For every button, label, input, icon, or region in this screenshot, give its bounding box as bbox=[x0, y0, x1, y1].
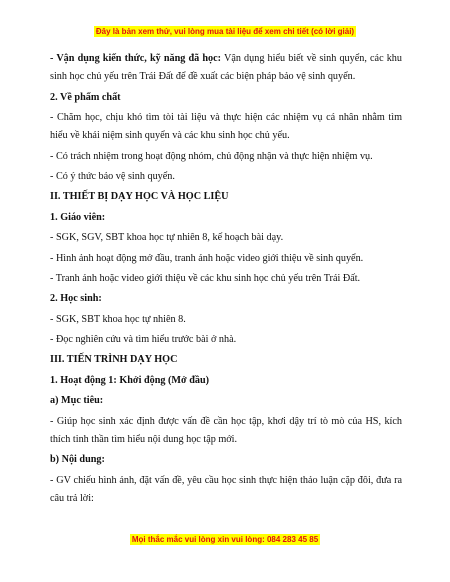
content-text: - GV chiếu hình ảnh, đặt vấn đề, yêu cầu học sinh thực hiện thảo luận cặp đôi, đưa ra câu trả lời: bbox=[50, 474, 402, 504]
student-heading: 2. Học sinh: bbox=[50, 293, 102, 305]
qualities-item: - Có ý thức bảo vệ sinh quyển. bbox=[50, 170, 175, 182]
preview-banner bbox=[0, 27, 450, 36]
contact-banner-text: Mọi thắc mắc vui lòng xin vui lòng: 084 283 45 85 bbox=[131, 535, 319, 544]
goal-text: - Giúp học sinh xác định được vấn đề cần học tập, khơi dậy trí tò mò của HS, kích thích tinh thần tìm hiểu nội dung học tập mới. bbox=[50, 415, 402, 445]
goal-heading: a) Mục tiêu: bbox=[50, 395, 104, 407]
document-body bbox=[50, 50, 402, 510]
qualities-item: - Có trách nhiệm trong hoạt động nhóm, chủ động nhận và thực hiện nhiệm vụ. bbox=[50, 150, 373, 162]
apply-knowledge-paragraph bbox=[50, 50, 402, 86]
teacher-item: - Tranh ảnh hoặc video giới thiệu về các khu sinh học chủ yếu trên Trái Đất. bbox=[50, 272, 361, 284]
student-item: - SGK, SBT khoa học tự nhiên 8. bbox=[50, 313, 186, 325]
student-item: - Đọc nghiên cứu và tìm hiểu trước bài ở nhà. bbox=[50, 334, 237, 346]
qualities-item: - Chăm học, chịu khó tìm tòi tài liệu và thực hiện các nhiệm vụ cá nhân nhằm tìm hiểu về khái niệm sinh quyển và các khu sinh học chủ yếu. bbox=[50, 111, 402, 142]
teacher-item: - SGK, SGV, SBT khoa học tự nhiên 8, kế hoạch bài dạy. bbox=[50, 232, 284, 244]
teacher-heading: 1. Giáo viên: bbox=[50, 211, 106, 223]
activity-heading: 1. Hoạt động 1: Khởi động (Mở đầu) bbox=[50, 374, 210, 386]
apply-knowledge-label: - Vận dụng kiến thức, kỹ năng đã học: bbox=[50, 53, 222, 64]
equipment-heading: II. THIẾT BỊ DẠY HỌC VÀ HỌC LIỆU bbox=[50, 191, 229, 203]
content-heading: b) Nội dung: bbox=[50, 454, 105, 466]
qualities-heading: 2. Về phẩm chất bbox=[50, 91, 121, 103]
teacher-item: - Hình ảnh hoạt động mở đầu, tranh ảnh hoặc video giới thiệu về sinh quyển. bbox=[50, 252, 364, 264]
process-heading: III. TIẾN TRÌNH DẠY HỌC bbox=[50, 354, 178, 366]
contact-banner bbox=[0, 535, 450, 544]
apply-knowledge-text: Vận dụng hiểu biết về sinh quyển, các khu sinh học chủ yếu trên Trái Đất để đề xuất các biện pháp bảo vệ sinh quyển. bbox=[50, 53, 402, 83]
preview-banner-text: Đây là bản xem thử, vui lòng mua tài liệu để xem chi tiết (có lời giải) bbox=[95, 27, 355, 36]
